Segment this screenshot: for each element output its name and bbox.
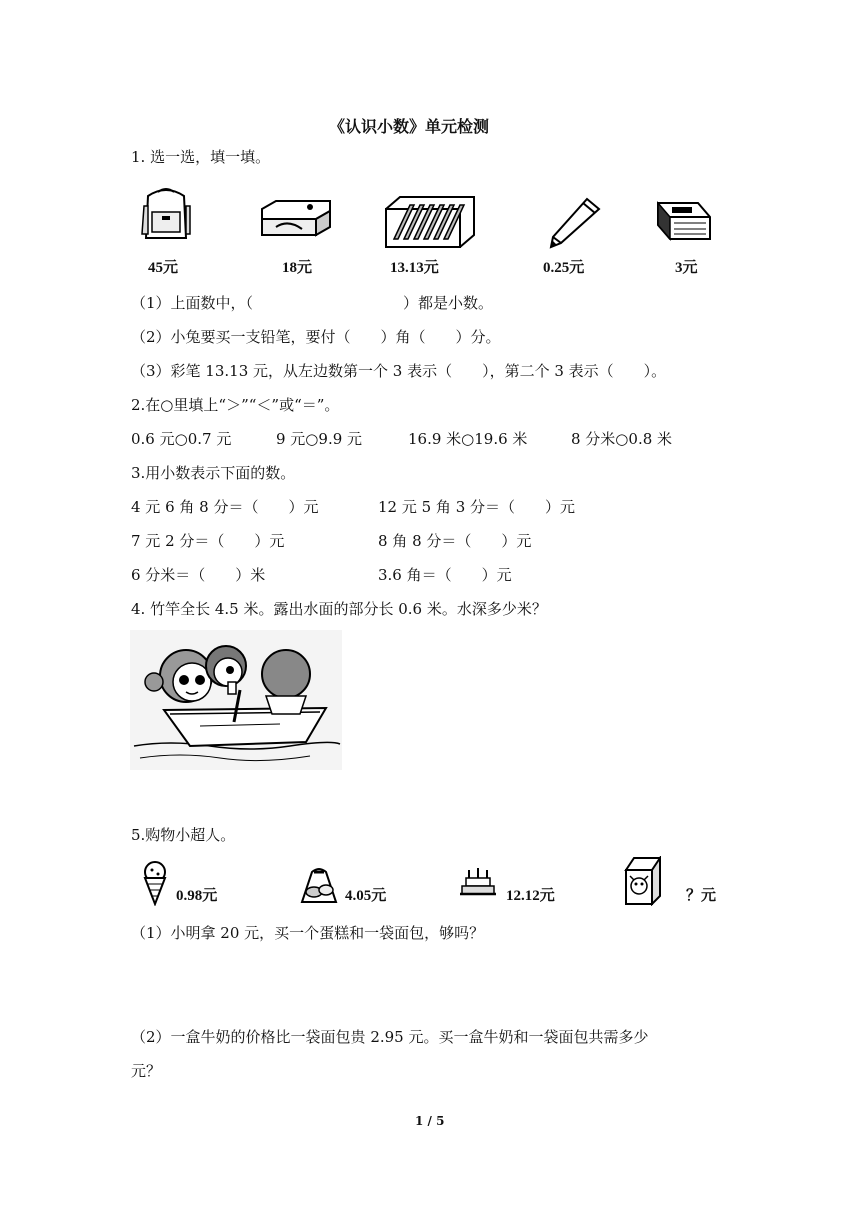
q1-price-5: 3元 [675,260,698,276]
q5-sub2-line2: 元？ [131,1062,162,1080]
q3-heading: 3.用小数表示下面的数。 [131,464,296,482]
q1-price-3: 13.13元 [390,260,439,276]
q4-heading: 4. 竹竿全长 4.5 米。露出水面的部分长 0.6 米。水深多少米？ [131,600,547,618]
cake-icon [458,864,498,898]
q5-price-3: 12.12元 [506,888,555,904]
q1-sub2: （2）小兔要买一支铅笔，要付（ ）角（ ）分。 [131,328,501,346]
q5-heading: 5.购物小超人。 [131,826,236,844]
page-title: 《认识小数》单元检测 [329,117,490,136]
page-number: 1 / 5 [415,1114,445,1128]
q2-heading: 2.在○里填上“＞”“＜”或“＝”。 [131,396,340,414]
pencil-icon [547,195,603,251]
q1-sub1: （1）上面数中，（ ）都是小数。 [131,294,494,312]
q1-price-4: 0.25元 [543,260,585,276]
schoolbag-icon [136,186,196,246]
ice-cream-icon [140,860,170,906]
q2-item-1: 0.6 元○0.7 元 [131,430,232,448]
q1-price-1: 45元 [148,260,179,276]
q3-item-6: 3.6 角＝（ ）元 [378,566,512,584]
q3-item-5: 6 分米＝（ ）米 [131,566,266,584]
q3-item-2: 12 元 5 角 3 分＝（ ）元 [378,498,576,516]
bread-bag-icon [296,866,342,906]
crayon-box-icon [382,195,478,249]
q3-item-1: 4 元 6 角 8 分＝（ ）元 [131,498,319,516]
q3-item-3: 7 元 2 分＝（ ）元 [131,532,285,550]
q2-item-4: 8 分米○0.8 米 [571,430,673,448]
q1-price-2: 18元 [282,260,313,276]
q2-item-2: 9 元○9.9 元 [276,430,363,448]
q1-sub3: （3）彩笔 13.13 元，从左边数第一个 3 表示（ ），第二个 3 表示（ ）。 [131,362,667,380]
children-boat-illustration [130,630,342,770]
q3-item-4: 8 角 8 分＝（ ）元 [378,532,532,550]
q5-sub2-line1: （2）一盒牛奶的价格比一袋面包贵 2.95 元。买一盒牛奶和一袋面包共需多少 [131,1028,649,1046]
q5-price-2: 4.05元 [345,888,387,904]
q5-price-1: 0.98元 [176,888,218,904]
q1-heading: 1. 选一选，填一填。 [131,148,271,166]
pencil-case-icon [258,199,334,239]
milk-carton-icon [620,856,666,906]
q2-item-3: 16.9 米○19.6 米 [408,430,528,448]
q5-price-4: ？元 [686,888,717,904]
q5-sub1: （1）小明拿 20 元，买一个蛋糕和一袋面包，够吗？ [131,924,485,942]
book-icon [654,199,714,243]
